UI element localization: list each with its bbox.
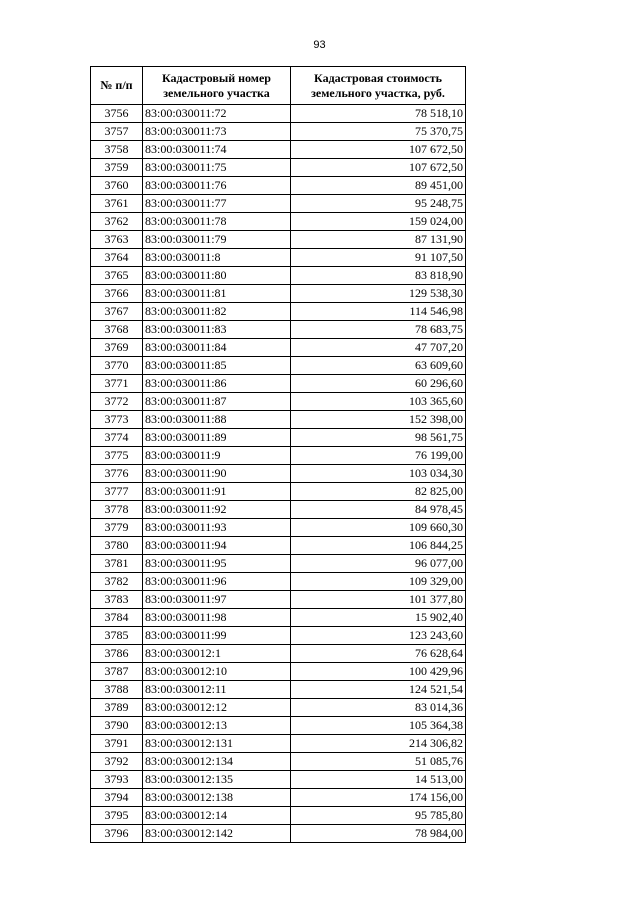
cadastral-number: 83:00:030011:77 [143, 195, 291, 213]
cadastral-value: 107 672,50 [291, 141, 466, 159]
table-row [91, 501, 466, 519]
table-row [91, 627, 466, 645]
cadastral-number: 83:00:030011:89 [143, 429, 291, 447]
table-row [91, 195, 466, 213]
cadastral-number: 83:00:030012:11 [143, 681, 291, 699]
cadastral-value: 98 561,75 [291, 429, 466, 447]
table-body [91, 105, 466, 843]
cadastral-number: 83:00:030011:88 [143, 411, 291, 429]
cadastral-value: 78 683,75 [291, 321, 466, 339]
cadastral-number: 83:00:030011:96 [143, 573, 291, 591]
table-row [91, 447, 466, 465]
row-number: 3784 [91, 609, 143, 627]
row-number: 3771 [91, 375, 143, 393]
table-row [91, 645, 466, 663]
cadastral-number: 83:00:030011:91 [143, 483, 291, 501]
cadastral-value: 84 978,45 [291, 501, 466, 519]
cadastral-value: 152 398,00 [291, 411, 466, 429]
cadastral-value: 60 296,60 [291, 375, 466, 393]
table-row [91, 357, 466, 375]
cadastral-number: 83:00:030012:1 [143, 645, 291, 663]
table-row [91, 285, 466, 303]
table-row [91, 303, 466, 321]
cadastral-value: 107 672,50 [291, 159, 466, 177]
cadastral-number: 83:00:030012:138 [143, 789, 291, 807]
row-number: 3766 [91, 285, 143, 303]
row-number: 3756 [91, 105, 143, 123]
row-number: 3757 [91, 123, 143, 141]
cadastral-number: 83:00:030012:13 [143, 717, 291, 735]
table-row [91, 267, 466, 285]
cadastral-value-table [90, 66, 466, 843]
cadastral-value: 96 077,00 [291, 555, 466, 573]
cadastral-number: 83:00:030012:12 [143, 699, 291, 717]
table-row [91, 789, 466, 807]
table-row [91, 411, 466, 429]
cadastral-number: 83:00:030011:90 [143, 465, 291, 483]
cadastral-value: 114 546,98 [291, 303, 466, 321]
cadastral-value: 101 377,80 [291, 591, 466, 609]
cadastral-value: 109 660,30 [291, 519, 466, 537]
row-number: 3786 [91, 645, 143, 663]
cadastral-value: 100 429,96 [291, 663, 466, 681]
cadastral-value: 103 365,60 [291, 393, 466, 411]
cadastral-number: 83:00:030012:134 [143, 753, 291, 771]
row-number: 3768 [91, 321, 143, 339]
cadastral-number: 83:00:030011:82 [143, 303, 291, 321]
table-header [91, 67, 466, 105]
cadastral-value: 47 707,20 [291, 339, 466, 357]
cadastral-number: 83:00:030011:86 [143, 375, 291, 393]
row-number: 3794 [91, 789, 143, 807]
row-number: 3759 [91, 159, 143, 177]
table-row [91, 771, 466, 789]
header-row-number: № п/п [91, 67, 143, 105]
page-number: 93 [313, 39, 326, 51]
table-row [91, 213, 466, 231]
cadastral-value: 129 538,30 [291, 285, 466, 303]
row-number: 3778 [91, 501, 143, 519]
cadastral-number: 83:00:030012:142 [143, 825, 291, 843]
cadastral-value: 95 248,75 [291, 195, 466, 213]
row-number: 3790 [91, 717, 143, 735]
table-row [91, 231, 466, 249]
table-row [91, 177, 466, 195]
row-number: 3792 [91, 753, 143, 771]
table-row [91, 321, 466, 339]
cadastral-number: 83:00:030011:76 [143, 177, 291, 195]
cadastral-number: 83:00:030011:95 [143, 555, 291, 573]
cadastral-value: 83 818,90 [291, 267, 466, 285]
cadastral-number: 83:00:030011:74 [143, 141, 291, 159]
table-row [91, 717, 466, 735]
row-number: 3791 [91, 735, 143, 753]
cadastral-number: 83:00:030011:92 [143, 501, 291, 519]
cadastral-value: 82 825,00 [291, 483, 466, 501]
table-row [91, 699, 466, 717]
row-number: 3763 [91, 231, 143, 249]
cadastral-value: 76 199,00 [291, 447, 466, 465]
cadastral-value: 106 844,25 [291, 537, 466, 555]
row-number: 3780 [91, 537, 143, 555]
header-row [91, 67, 466, 105]
row-number: 3773 [91, 411, 143, 429]
row-number: 3787 [91, 663, 143, 681]
table-row [91, 555, 466, 573]
cadastral-value: 15 902,40 [291, 609, 466, 627]
table-row [91, 591, 466, 609]
table-row [91, 105, 466, 123]
row-number: 3783 [91, 591, 143, 609]
cadastral-number: 83:00:030011:94 [143, 537, 291, 555]
cadastral-value: 14 513,00 [291, 771, 466, 789]
cadastral-value: 214 306,82 [291, 735, 466, 753]
cadastral-number: 83:00:030011:98 [143, 609, 291, 627]
table-row [91, 393, 466, 411]
header-cadastral-value: Кадастровая стоимость земельного участка, руб. [291, 67, 466, 105]
row-number: 3779 [91, 519, 143, 537]
cadastral-value: 83 014,36 [291, 699, 466, 717]
table-row [91, 375, 466, 393]
cadastral-value: 95 785,80 [291, 807, 466, 825]
table-row [91, 339, 466, 357]
cadastral-value: 75 370,75 [291, 123, 466, 141]
cadastral-number: 83:00:030012:131 [143, 735, 291, 753]
cadastral-number: 83:00:030011:80 [143, 267, 291, 285]
table-row [91, 609, 466, 627]
cadastral-number: 83:00:030012:10 [143, 663, 291, 681]
table-row [91, 825, 466, 843]
cadastral-number: 83:00:030011:8 [143, 249, 291, 267]
row-number: 3765 [91, 267, 143, 285]
table-row [91, 123, 466, 141]
row-number: 3796 [91, 825, 143, 843]
cadastral-value: 51 085,76 [291, 753, 466, 771]
cadastral-value: 174 156,00 [291, 789, 466, 807]
cadastral-number: 83:00:030011:79 [143, 231, 291, 249]
cadastral-number: 83:00:030011:84 [143, 339, 291, 357]
table-row [91, 735, 466, 753]
cadastral-value: 63 609,60 [291, 357, 466, 375]
table-row [91, 159, 466, 177]
cadastral-number: 83:00:030011:99 [143, 627, 291, 645]
cadastral-value: 91 107,50 [291, 249, 466, 267]
header-cadastral-number: Кадастровый номер земельного участка [143, 67, 291, 105]
cadastral-value: 124 521,54 [291, 681, 466, 699]
cadastral-number: 83:00:030011:85 [143, 357, 291, 375]
row-number: 3769 [91, 339, 143, 357]
cadastral-number: 83:00:030011:73 [143, 123, 291, 141]
cadastral-number: 83:00:030011:78 [143, 213, 291, 231]
cadastral-number: 83:00:030011:93 [143, 519, 291, 537]
cadastral-number: 83:00:030012:135 [143, 771, 291, 789]
cadastral-number: 83:00:030012:14 [143, 807, 291, 825]
row-number: 3793 [91, 771, 143, 789]
cadastral-value: 123 243,60 [291, 627, 466, 645]
cadastral-value: 159 024,00 [291, 213, 466, 231]
row-number: 3772 [91, 393, 143, 411]
cadastral-value: 78 984,00 [291, 825, 466, 843]
row-number: 3767 [91, 303, 143, 321]
cadastral-number: 83:00:030011:9 [143, 447, 291, 465]
table-row [91, 429, 466, 447]
cadastral-number: 83:00:030011:83 [143, 321, 291, 339]
row-number: 3795 [91, 807, 143, 825]
cadastral-value: 103 034,30 [291, 465, 466, 483]
table-row [91, 807, 466, 825]
row-number: 3761 [91, 195, 143, 213]
cadastral-number: 83:00:030011:75 [143, 159, 291, 177]
table-row [91, 573, 466, 591]
cadastral-value: 78 518,10 [291, 105, 466, 123]
cadastral-number: 83:00:030011:72 [143, 105, 291, 123]
cadastral-number: 83:00:030011:97 [143, 591, 291, 609]
table-row [91, 537, 466, 555]
row-number: 3774 [91, 429, 143, 447]
row-number: 3788 [91, 681, 143, 699]
table-row [91, 519, 466, 537]
table-row [91, 249, 466, 267]
row-number: 3762 [91, 213, 143, 231]
row-number: 3775 [91, 447, 143, 465]
row-number: 3760 [91, 177, 143, 195]
row-number: 3781 [91, 555, 143, 573]
cadastral-value: 76 628,64 [291, 645, 466, 663]
cadastral-number: 83:00:030011:87 [143, 393, 291, 411]
cadastral-number: 83:00:030011:81 [143, 285, 291, 303]
row-number: 3770 [91, 357, 143, 375]
row-number: 3764 [91, 249, 143, 267]
table-row [91, 753, 466, 771]
table-row [91, 483, 466, 501]
table-row [91, 465, 466, 483]
cadastral-value: 87 131,90 [291, 231, 466, 249]
row-number: 3789 [91, 699, 143, 717]
table-row [91, 681, 466, 699]
row-number: 3758 [91, 141, 143, 159]
cadastral-value: 109 329,00 [291, 573, 466, 591]
cadastral-value: 105 364,38 [291, 717, 466, 735]
row-number: 3777 [91, 483, 143, 501]
row-number: 3776 [91, 465, 143, 483]
table-row [91, 663, 466, 681]
table-row [91, 141, 466, 159]
cadastral-value: 89 451,00 [291, 177, 466, 195]
row-number: 3782 [91, 573, 143, 591]
row-number: 3785 [91, 627, 143, 645]
